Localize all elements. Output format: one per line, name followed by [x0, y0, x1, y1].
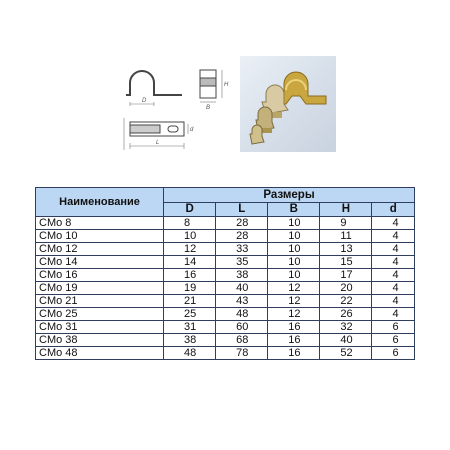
table-row [36, 243, 415, 256]
name-column-header: Наименование [36, 188, 164, 217]
cell-L: 38 [216, 269, 268, 282]
cell-L: 48 [216, 308, 268, 321]
cell-D: 21 [164, 295, 216, 308]
cell-B: 10 [268, 217, 320, 230]
dimensions-group-header: Размеры [164, 188, 415, 203]
table-row [36, 256, 415, 269]
cell-H: 22 [320, 295, 372, 308]
cell-d: 4 [372, 256, 415, 269]
cell-d: 6 [372, 334, 415, 347]
cell-D: 38 [164, 334, 216, 347]
cell-D: 10 [164, 230, 216, 243]
cell-H: 26 [320, 308, 372, 321]
cell-d: 4 [372, 308, 415, 321]
cell-L: 33 [216, 243, 268, 256]
dim-label-H: H [224, 82, 229, 88]
cell-L: 28 [216, 230, 268, 243]
header-row-1 [36, 188, 415, 203]
cell-L: 78 [216, 347, 268, 360]
cell-H: 52 [320, 347, 372, 360]
cell-name: CMo 21 [36, 295, 164, 308]
cell-B: 16 [268, 334, 320, 347]
cell-L: 40 [216, 282, 268, 295]
cell-D: 19 [164, 282, 216, 295]
cell-d: 4 [372, 295, 415, 308]
table-row [36, 295, 415, 308]
cable-clamp-photo [240, 56, 336, 152]
table-row [36, 282, 415, 295]
cell-d: 4 [372, 230, 415, 243]
column-header-D: D [164, 202, 216, 217]
cell-H: 13 [320, 243, 372, 256]
table-row [36, 230, 415, 243]
cell-B: 10 [268, 269, 320, 282]
cell-B: 16 [268, 321, 320, 334]
cell-D: 31 [164, 321, 216, 334]
cell-H: 32 [320, 321, 372, 334]
cell-d: 4 [372, 269, 415, 282]
dim-label-d: d [190, 127, 194, 133]
clamp-dimensions-table [35, 187, 415, 360]
column-header-H: H [320, 202, 372, 217]
cell-d: 6 [372, 321, 415, 334]
dim-label-L: L [156, 140, 160, 146]
dim-label-D: D [142, 98, 147, 104]
cell-H: 40 [320, 334, 372, 347]
front-view [126, 71, 182, 106]
cell-B: 12 [268, 295, 320, 308]
table-row [36, 217, 415, 230]
cell-L: 68 [216, 334, 268, 347]
cell-L: 43 [216, 295, 268, 308]
cell-L: 28 [216, 217, 268, 230]
table-body [36, 217, 415, 360]
cell-name: CMo 19 [36, 282, 164, 295]
cell-D: 25 [164, 308, 216, 321]
dim-label-B: B [206, 105, 211, 111]
cell-name: CMo 10 [36, 230, 164, 243]
cell-name: CMo 16 [36, 269, 164, 282]
cell-d: 4 [372, 217, 415, 230]
table-row [36, 321, 415, 334]
cell-d: 6 [372, 347, 415, 360]
clamp-technical-drawing [120, 58, 240, 168]
cell-H: 20 [320, 282, 372, 295]
cell-H: 11 [320, 230, 372, 243]
cell-name: CMo 12 [36, 243, 164, 256]
cell-name: CMo 48 [36, 347, 164, 360]
cell-B: 12 [268, 308, 320, 321]
cell-L: 35 [216, 256, 268, 269]
cell-B: 16 [268, 347, 320, 360]
column-header-L: L [216, 202, 268, 217]
cell-name: CMo 14 [36, 256, 164, 269]
column-header-B: B [268, 202, 320, 217]
cell-B: 10 [268, 230, 320, 243]
cell-name: CMo 38 [36, 334, 164, 347]
cell-L: 60 [216, 321, 268, 334]
cell-d: 4 [372, 243, 415, 256]
table-row [36, 308, 415, 321]
cell-H: 9 [320, 217, 372, 230]
clamp-icon-tiny [250, 125, 264, 144]
cell-name: CMo 8 [36, 217, 164, 230]
cell-D: 16 [164, 269, 216, 282]
cell-D: 12 [164, 243, 216, 256]
cell-D: 14 [164, 256, 216, 269]
cell-name: CMo 25 [36, 308, 164, 321]
side-view [200, 70, 222, 102]
cell-H: 17 [320, 269, 372, 282]
cell-B: 10 [268, 243, 320, 256]
cell-B: 12 [268, 282, 320, 295]
table-row [36, 347, 415, 360]
cell-B: 10 [268, 256, 320, 269]
cell-H: 15 [320, 256, 372, 269]
cell-D: 8 [164, 217, 216, 230]
cell-name: CMo 31 [36, 321, 164, 334]
cell-d: 4 [372, 282, 415, 295]
table-row [36, 334, 415, 347]
column-header-d: d [372, 202, 415, 217]
cell-D: 48 [164, 347, 216, 360]
table-row [36, 269, 415, 282]
